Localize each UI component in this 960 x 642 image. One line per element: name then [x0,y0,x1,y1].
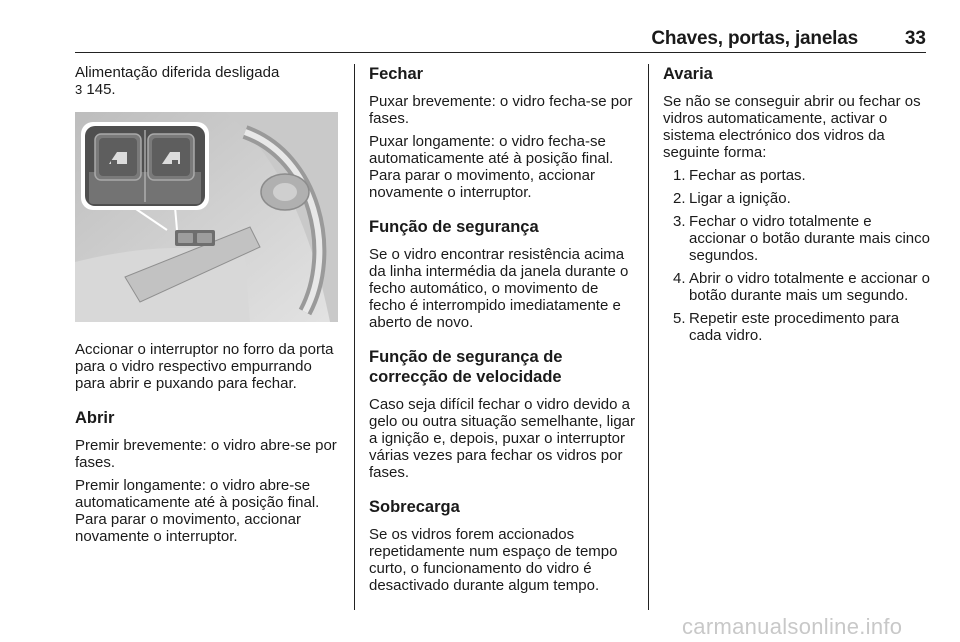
intro-text [75,64,343,98]
abrir-short-press: Premir brevemente: o vidro abre-se por fases. [75,437,337,471]
seguranca-text: Se o vidro encontrar resistência acima da linha intermédia da janela durante o fecho automático, o movimento de fecho é interrompido imediatamente e aberto de novo. [369,246,629,331]
list-item: 3. Fechar o vidro totalmente e accionar o botão durante mais cinco segundos. [673,213,930,264]
column-divider [648,64,649,610]
column-middle [369,64,637,600]
reset-steps-list [663,167,931,344]
page-header [75,26,926,53]
list-item: 5. Repetir este procedimento para cada vidro. [673,310,900,344]
heading-sobrecarga: Sobrecarga [369,498,460,516]
sobrecarga-text: Se os vidros forem accionados repetidamente num espaço de tempo curto, o funcionamento do vidro é desactivado durante algum tempo. [369,526,618,594]
heading-abrir: Abrir [75,409,115,427]
watermark: carmanualsonline.info [682,614,903,639]
list-item: 2. Ligar a ignição. [673,190,791,207]
column-left [75,64,343,551]
heading-fechar: Fechar [369,65,424,83]
velocidade-text: Caso seja difícil fechar o vidro devido a gelo ou outra situação semelhante, ligar a ignição e, depois, puxar o interruptor várias vezes para fechar os vidros por fases. [369,396,636,481]
heading-avaria: Avaria [663,65,713,83]
avaria-text: Se não se conseguir abrir ou fechar os vidros automaticamente, activar o sistema electrónico dos vidros da seguinte forma: [663,93,921,161]
fechar-short-press: Puxar brevemente: o vidro fecha-se por fases. [369,93,633,127]
page-reference-arrow: 3 [75,82,83,97]
abrir-long-press: Premir longamente: o vidro abre-se automaticamente até à posição final. Para parar o movimento, accionar novamente o interruptor. [75,477,320,545]
heading-velocidade: Função de segurança de correcção de velocidade [369,348,563,386]
page-number: 33 [904,28,926,49]
column-divider [354,64,355,610]
operate-text: Accionar o interruptor no forro da porta para o vidro respectivo empurrando para abrir e puxando para fechar. [75,341,334,392]
list-item: 1. Fechar as portas. [673,167,806,184]
window-switch-illustration [75,112,338,322]
heading-seguranca: Função de segurança [369,218,539,236]
page-reference: 145. [82,81,116,98]
column-right [663,64,931,350]
section-title: Chaves, portas, janelas [651,28,858,49]
door-panel-drawing [75,112,338,322]
list-item: 4. Abrir o vidro totalmente e accionar o botão durante mais um segundo. [673,270,930,304]
intro-line: Alimentação diferida desligada [75,64,280,81]
fechar-long-press: Puxar longamente: o vidro fecha-se automaticamente até à posição final. Para parar o movimento, accionar novamente o interruptor. [369,133,614,201]
